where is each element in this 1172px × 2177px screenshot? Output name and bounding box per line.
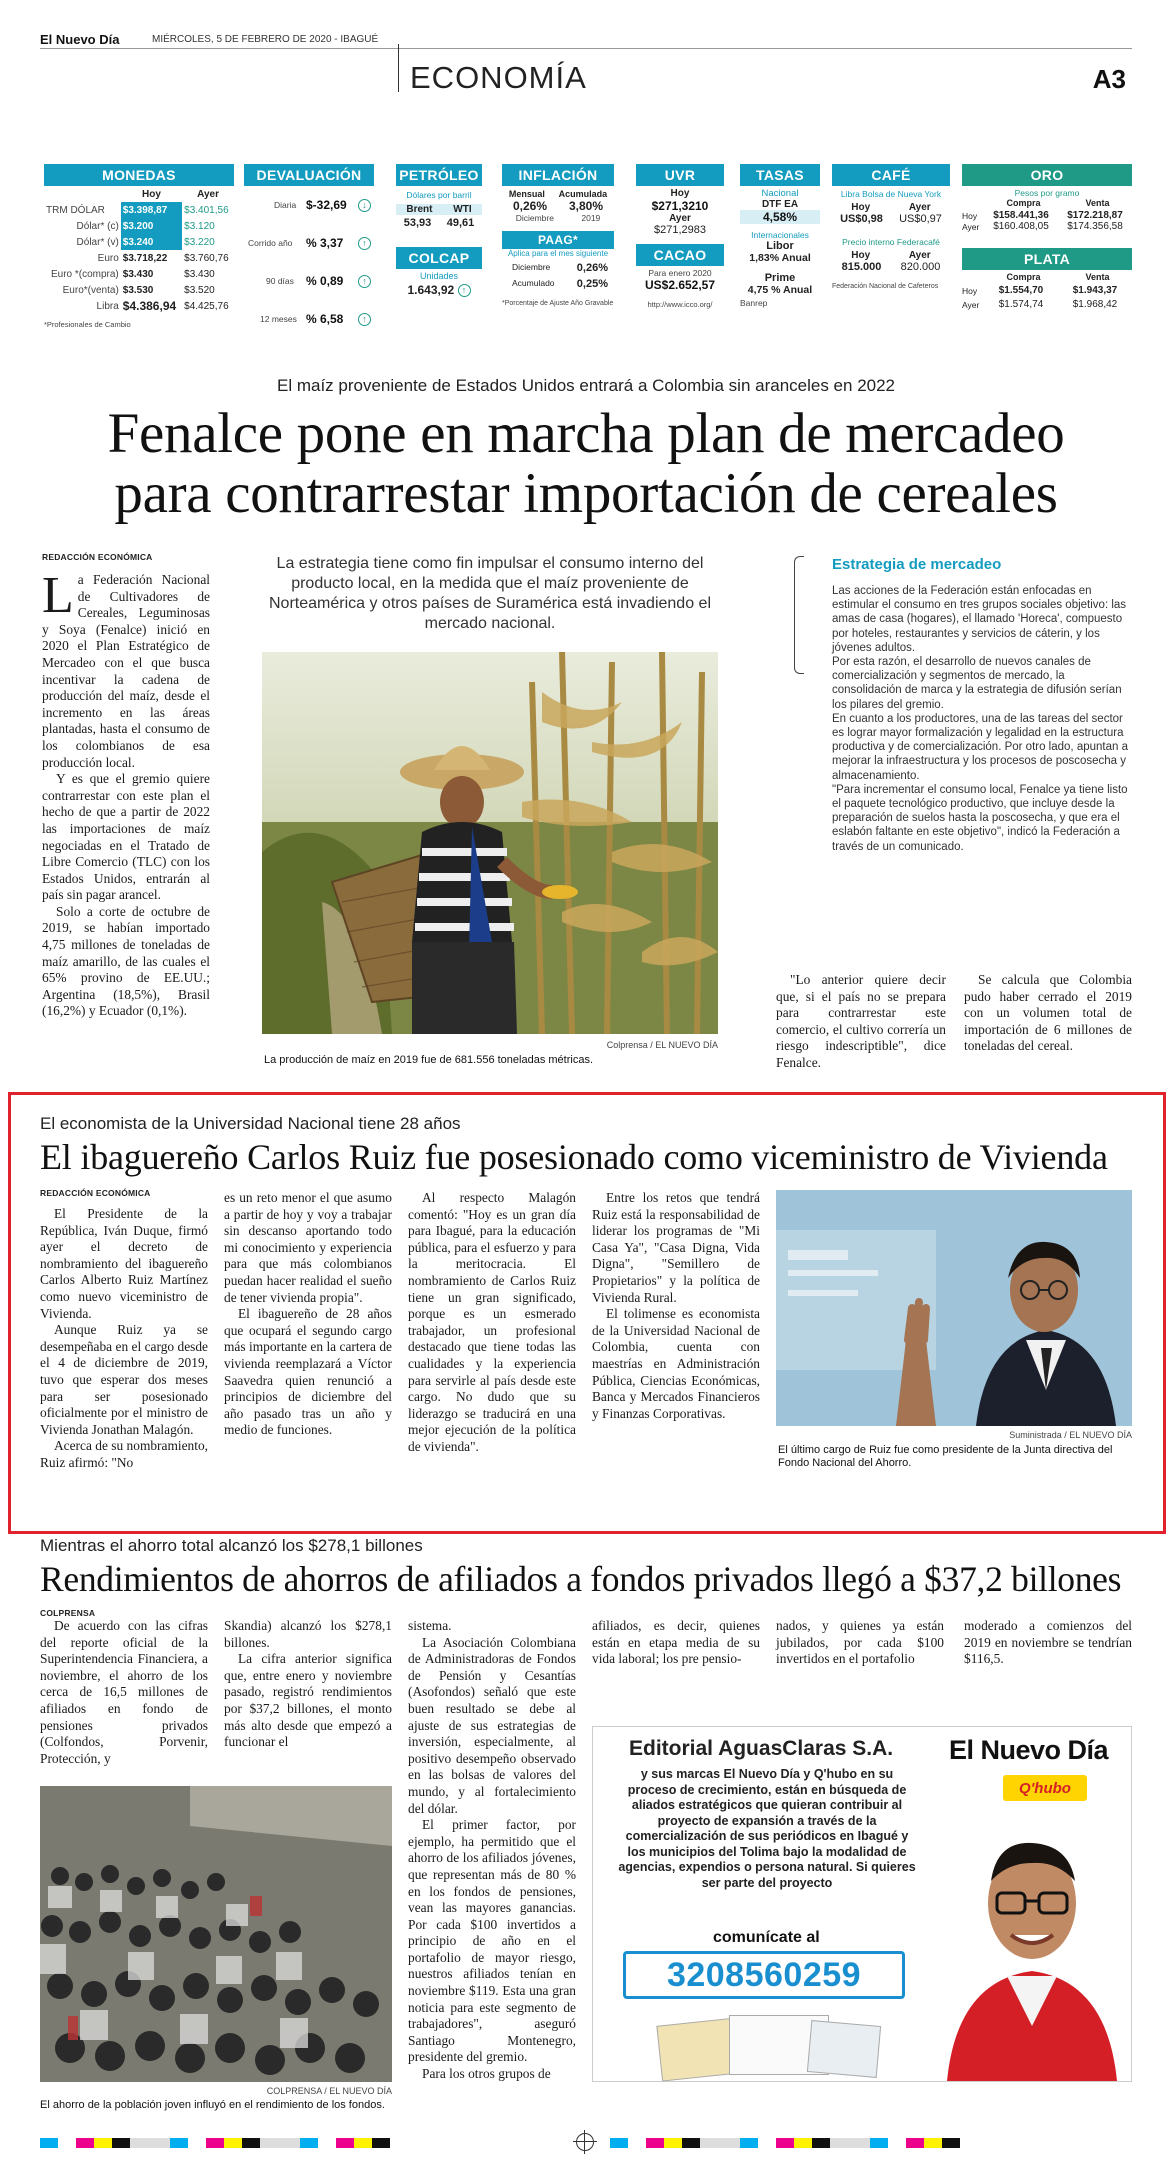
monedas-row: Euro*(venta) $3.530 $3.520 [62,284,215,296]
ad-phone-box [623,1951,905,1999]
ad-phone: 3208560259 [666,1955,862,1994]
viceminister-photo [776,1190,1132,1426]
corn-farmer-photo [262,652,718,1034]
article1-column-5: Se calcula que Colombia pudo haber cerrado el 2019 con un volumen total de importación de 6 millones de toneladas del cereal. [964,972,1132,1054]
monedas-note: *Profesionales de Cambio [44,320,131,329]
devaluacion-box: DEVALUACIÓN Diaria $-32,69 ↓ Corrido año % 3,37 ↑ 90 días % 0,89 ↑ 12 meses % 6,58 ↑ [244,164,374,350]
sidebar-bracket [794,556,804,674]
photo-credit: Suministrada / EL NUEVO DÍA [1009,1430,1132,1440]
article1-pullquote: La estrategia tiene como fin impulsar el consumo interno del producto local, en la medida que el maíz proveniente de Norteamérica y otros países de Suramérica está invadiendo el mercado nacional. [269,555,711,632]
arrow-down-icon: ↓ [358,199,371,212]
photo-caption: La producción de maíz en 2019 fue de 681.556 toneladas métricas. [264,1054,594,1066]
section-title: ECONOMÍA [410,60,587,95]
article1-column-4: "Lo anterior quiere decir que, si el país no se prepara para contrarrestar este comercio, el cultivo correría un riesgo indescriptible", dice Fenalce. [776,972,946,1070]
article2-column-4: Entre los retos que tendrá Ruiz está la responsabilidad de liderar los programas de "Mi Casa Ya", "Casa Digna, Vida Digna", "Semillero de Propietarios" y la política de Vivienda Rural. El tolimense es economista de la Universidad Nacional de Colombia, cuenta con maestrías en Administración Pública, Ciencias Económicas, Banca y Mercados Financieros y Finanzas Corporativas. [592,1190,760,1421]
tasas-box: TASAS Nacional DTF EA 4,58% Internacionales Libor 1,83% Anual Prime 4,75 % Anual Banrep [740,164,820,350]
arrow-up-icon: ↑ [458,284,471,297]
crowd-photo [40,1786,392,2082]
dropcap: L [42,567,74,624]
ad-spokesperson [937,1811,1127,2081]
monedas-title: MONEDAS [44,164,234,186]
article2-column-2: es un reto menor el que asumo a partir de hoy y voy a trabajar sin descanso aportando todo mi conocimiento y experiencia para que más colombianos puedan hacer realidad el sueño de tener vivienda propia". El ibaguereño de 28 años que ocupará el segundo cargo más importante en la cartera de vivienda reemplazará a Víctor Saavedra quien renunció a principios de diciembre del año pasado tras un año y medio de funciones. [224,1190,392,1438]
inflacion-box: INFLACIÓN Mensual Acumulada 0,26% 3,80% Diciembre 2019 PAAG* Aplica para el mes siguiente Diciembre 0,26% Acumulado 0,25% *Porcentaje de Ajuste Año Gravable [502,164,614,350]
photo-caption: El ahorro de la población joven influyó en el rendimiento de los fondos. [40,2099,385,2111]
plata-title: PLATA [962,248,1132,270]
monedas-row: Libra $4.386,94 $4.425,76 [96,299,229,313]
print-color-bar-right [610,2138,1130,2148]
print-color-bar-left [40,2138,560,2148]
article2-headline: El ibaguereño Carlos Ruiz fue posesionado como viceministro de Vivienda [40,1137,1108,1177]
photo-credit: COLPRENSA / EL NUEVO DÍA [266,2086,392,2096]
uvr-box: UVR Hoy $271,3210 Ayer $271,2983 CACAO Para enero 2020 US$2.652,57 http://www.icco.org/ [636,164,724,350]
devaluacion-title: DEVALUACIÓN [244,164,374,186]
article3-column-2: Skandia) alcanzó los $278,1 billones. La cifra anterior significa que, entre enero y noviembre pasado, registró rendimientos por $37,2 billones, el monto más alto desde que empezó a funcionar el [224,1618,392,1750]
uvr-title: UVR [636,164,724,186]
article3-column-5: nados, y quienes ya están jubilados, por cada $100 invertidos en el portafolio [776,1618,944,1667]
newspaper-stack [659,2011,879,2077]
newspaper-logo: El Nuevo Día [40,32,120,47]
editorial-ad [592,1726,1132,2082]
tasas-title: TASAS [740,164,820,186]
arrow-up-icon: ↑ [358,313,371,326]
monedas-table: Hoy Ayer TRM DÓLAR $3.398,87 $3.401,56 Dólar* (c) $3.200 $3.120 Dólar* (v) $3.240 $3.220 Euro $3.718,22 $3.760,76 Euro *(compra) $3.430 $3.430 Euro*(venta) $3.530 $3.520 Libra $4.386,94 $4.425,76 [44,186,234,314]
sidebar-body: Las acciones de la Federación están enfocadas en estimular el consumo en tres grupos sociales objetivo: las amas de casa (hogares), el llamado 'Horeca', compuesto por hoteles, restaurantes y servicios de cáterin, y los jóvenes adultos. Por esta razón, el desarrollo de nuevos canales de comercialización y segmentos de mercado, la consolidación de marca y la estrategia de difusión serían los pilares del gremio. En cuanto a los productores, una de las tareas del sector es lograr mayor formalización y legalidad en la estructura productiva y de comercialización. Por otro lado, apuntan a mejorar la infraestructura y los procesos de poscosecha y almacenamiento. "Para incrementar el consumo local, Fenalce ya tiene listo el paquete tecnológico productivo, que incluye desde la preparación de suelos hasta la poscosecha, y que era el eslabón faltante en este objetivo", indicó la Federación a través de un comunicado. [832,585,1128,853]
ad-logo-qhubo: Q'hubo [1003,1775,1087,1801]
oro-title: ORO [962,164,1132,186]
article3-column-3: sistema. La Asociación Colombiana de Administradoras de Fondos de Pensión y Cesantías (Asofondos) señaló que este buen resultado se debe al ajuste de sus estrategias de inversión, especialmente, al positivo desempeño observado en las bolsas de valores del mundo, y al fortalecimiento del dólar. El primer factor, por ejemplo, ha permitido que el ahorro de los afiliados jóvenes, que representan más de 80 % en los fondos de pensiones, vean las mayores ganancias. Por cada $100 invertidos a principio de año en el portafolio de mayor riesgo, nuestros afiliados tenían en noviembre $119. Esta una gran noticia para este segmento de trabajadores", aseguró Santiago Montenegro, presidente del gremio. Para los otros grupos de [408,1618,576,2082]
header-rule [40,48,1132,49]
monedas-row: TRM DÓLAR $3.398,87 $3.401,56 [44,202,234,218]
article2-column-1: El Presidente de la República, Iván Duque, firmó ayer el decreto de nombramiento del ibaguereño Carlos Alberto Ruiz Martínez como nuevo viceministro de Vivienda. Aunque Ruiz ya se desempeñaba en el cargo desde el 4 de diciembre de 2019, tuvo que esperar dos meses para ser posesionado oficialmente por el ministro de Vivienda Jonathan Malagón. Acerca de su nombramiento, Ruiz afirmó: "No [40,1206,208,1470]
article3-column-6: moderado a comienzos del 2019 en noviembre se tendrían $116,5. [964,1618,1132,1667]
monedas-row: Dólar* (v) $3.240 $3.220 [44,234,234,250]
article1-column-1: La Federación Nacional de Cultivadores de Cereales, Leguminosas y Soya (Fenalce) inició en 2020 el Plan Estratégico de Mercadeo con el que busca incentivar la cadena de producción del maíz, desde el incremento en las áreas plantadas, hasta el consumo de los colombianos de esa producción local. Y es que el gremio quiere contrarrestar con este plan el hecho de que a partir de 2022 las importaciones de maíz negociadas en el Tratado de Libre Comercio (TLC) con los Estados Unidos, entrarán al país sin pagar arancel. Solo a corte de octubre de 2019, se habían importado 4,75 millones de toneladas de maíz amarillo, de las cuales el 65% provino de EE.UU.; Argentina (18,5%), Brasil (16,2%) y Ecuador (0,1%). [42,567,210,1019]
article1-kicker: El maíz proveniente de Estados Unidos entrará a Colombia sin aranceles en 2022 [276,376,896,395]
ad-logo-nuevo-dia: El Nuevo Día [949,1735,1109,1765]
oro-box: ORO Pesos por gramo Compra Venta Hoy $158.441,36 $172.218,87 Ayer $160.408,05 $174.356,58 PLATA Compra Venta Hoy $1.554,70 $1.943,37 Ayer $1.574,74 $1.968,42 [962,164,1132,350]
arrow-up-icon: ↑ [358,275,371,288]
photo-caption: El último cargo de Ruiz fue como presidente de la Junta directiva del Fondo Nacional del Ahorro. [778,1444,1113,1469]
article3-column-1: De acuerdo con las cifras del reporte oficial de la Superintendencia Financiera, a noviembre, el ahorro de los cerca de 16,5 millones de afiliados en fondo de pensiones privados (Colfondos, Porvenir, Protección, y [40,1618,208,1766]
cacao-title: CACAO [636,244,724,266]
ad-body: y sus marcas El Nuevo Día y Q'hubo en su proceso de crecimiento, están en búsqueda de aliados estratégicos que quieran contribuir al proyecto de expansión a través de la comercialización de sus periódicos en Ibagué y los municipios del Tolima bajo la modalidad de agencias, expendios o persona natural. Si quieres ser parte del proyecto [618,1767,916,1890]
masthead [40,32,1132,95]
article3-column-4: afiliados, es decir, quienes están en etapa media de su vida laboral; los pre pensio- [592,1618,760,1667]
monedas-row: Dólar* (c) $3.200 $3.120 [44,218,234,234]
arrow-up-icon: ↑ [358,237,371,250]
corn-field-illustration [262,652,718,1034]
article2-byline: REDACCIÓN ECONÓMICA [40,1188,151,1198]
inflacion-title: INFLACIÓN [502,164,614,186]
paag-title: PAAG* [502,231,614,249]
cafe-title: CAFÉ [832,164,950,186]
portrait-illustration [776,1190,1132,1426]
article2-column-3: Al respecto Malagón comentó: "Hoy es un gran día para Ibagué, para la educación pública, para el esfuerzo y para la meritocracia. El nombramiento de Carlos Ruiz tiene un gran significado, porque es un esmerado trabajador, un profesional destacado que tiene todas las cualidades y la experiencia para servirle al país desde este cargo. No dudo que su liderazgo se traducirá en una mejor ejecución de la política de vivienda". [408,1190,576,1454]
ad-title: Editorial AguasClaras S.A. [629,1737,894,1760]
section-divider [398,44,399,92]
cafe-box: CAFÉ Libra Bolsa de Nueva York Hoy Ayer US$0,98 US$0,97 Precio interno Federacafé Hoy Ayer 815.000 820.000 Federación Nacional de Cafeteros [832,164,950,350]
article3-headline: Rendimientos de ahorros de afiliados a fondos privados llegó a $37,2 billones [40,1559,1122,1599]
colcap-title: COLCAP [396,247,482,269]
page-number: A3 [1092,64,1126,94]
registration-mark-icon [576,2133,594,2151]
petroleo-box: PETRÓLEO Dólares por barril Brent WTI 53,93 49,61 COLCAP Unidades 1.643,92 ↑ [396,164,482,350]
article3-byline: COLPRENSA [40,1608,96,1618]
photo-credit: Colprensa / EL NUEVO DÍA [606,1040,718,1050]
monedas-box [44,164,234,350]
date-line: MIÉRCOLES, 5 DE FEBRERO DE 2020 - IBAGUÉ [152,34,379,45]
article1-byline: REDACCIÓN ECONÓMICA [42,552,153,562]
monedas-row: Euro *(compra) $3.430 $3.430 [50,268,215,280]
monedas-row: Euro $3.718,22 $3.760,76 [97,252,229,264]
crowd-illustration [40,1786,392,2082]
article2-kicker: El economista de la Universidad Nacional tiene 28 años [40,1114,461,1133]
petroleo-title: PETRÓLEO [396,164,482,186]
ad-cta: comunícate al [713,1929,820,1946]
article1-headline: Fenalce pone en marcha plan de mercadeo para contrarrestar importación de cereales [107,402,1065,525]
article3-kicker: Mientras el ahorro total alcanzó los $278,1 billones [40,1536,423,1555]
sidebar-title: Estrategia de mercadeo [832,556,1002,573]
